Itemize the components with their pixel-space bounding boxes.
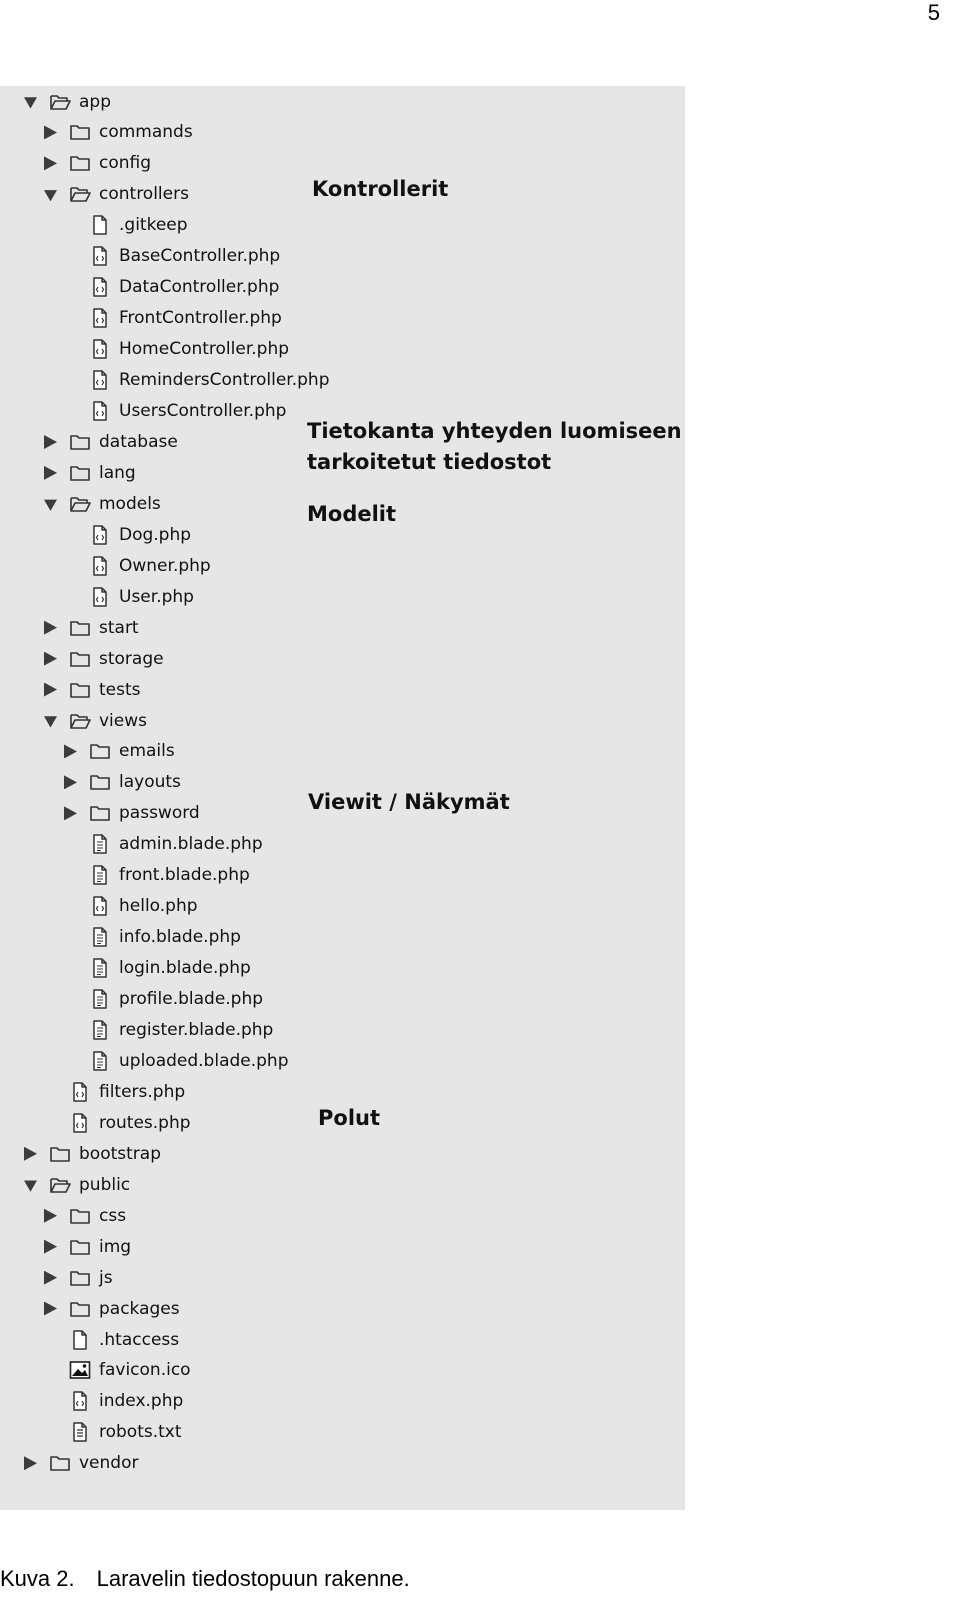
spacer	[44, 1394, 57, 1408]
folder-icon	[69, 1268, 91, 1288]
folder-icon	[49, 1453, 71, 1473]
tree-folder[interactable]	[0, 767, 181, 798]
tree-item-label: img	[99, 1236, 132, 1257]
spacer	[44, 1333, 57, 1347]
expand-arrow-down-icon[interactable]	[24, 95, 37, 109]
spacer	[44, 1085, 57, 1099]
tree-item-label: front.blade.php	[119, 865, 250, 886]
folder-open-icon	[49, 92, 71, 112]
spacer	[64, 1023, 77, 1037]
php-file-icon	[69, 1082, 91, 1102]
blade-file-icon	[89, 865, 111, 885]
spacer	[64, 280, 77, 294]
collapse-arrow-right-icon[interactable]	[44, 621, 57, 635]
tree-folder[interactable]	[0, 86, 111, 117]
file-icon	[69, 1330, 91, 1350]
tree-item-label: uploaded.blade.php	[119, 1050, 289, 1071]
php-file-icon	[89, 401, 111, 421]
tree-item-label: database	[99, 431, 178, 452]
tree-item-label: admin.blade.php	[119, 834, 263, 855]
caption-text: Laravelin tiedostopuun rakenne.	[96, 1566, 410, 1591]
tree-item-label: layouts	[119, 772, 181, 793]
text-file-icon	[69, 1422, 91, 1442]
folder-icon	[49, 1144, 71, 1164]
tree-folder[interactable]	[0, 643, 164, 674]
collapse-arrow-right-icon[interactable]	[24, 1147, 37, 1161]
page-number: 5	[927, 0, 940, 25]
spacer	[64, 868, 77, 882]
tree-item-label: password	[119, 803, 200, 824]
php-file-icon	[89, 339, 111, 359]
php-file-icon	[89, 587, 111, 607]
blade-file-icon	[89, 1051, 111, 1071]
expand-arrow-down-icon[interactable]	[44, 714, 57, 728]
tree-folder[interactable]	[0, 1169, 130, 1200]
tree-folder[interactable]	[0, 148, 151, 179]
spacer	[64, 837, 77, 851]
tree-folder[interactable]	[0, 1448, 138, 1479]
tree-item-label: UsersController.php	[119, 401, 287, 421]
tree-file[interactable]	[0, 891, 198, 922]
collapse-arrow-right-icon[interactable]	[44, 1209, 57, 1223]
tree-item-label: storage	[99, 648, 164, 669]
collapse-arrow-right-icon[interactable]	[44, 156, 57, 170]
figure-caption	[0, 1566, 410, 1592]
tree-folder[interactable]	[0, 1138, 161, 1169]
tree-file[interactable]	[0, 1045, 289, 1076]
caption-label: Kuva 2.	[0, 1566, 75, 1591]
folder-open-icon	[69, 494, 91, 514]
tree-file[interactable]	[0, 241, 280, 272]
tree-item-label: views	[99, 710, 148, 731]
tree-item-label: .gitkeep	[119, 215, 188, 236]
collapse-arrow-right-icon[interactable]	[44, 683, 57, 697]
tree-folder[interactable]	[0, 798, 200, 829]
expand-arrow-down-icon[interactable]	[44, 187, 57, 201]
tree-file[interactable]	[0, 334, 289, 365]
folder-icon	[89, 772, 111, 792]
tree-file[interactable]	[0, 1015, 273, 1046]
tree-item-label: bootstrap	[79, 1143, 161, 1164]
tree-item-label: hello.php	[119, 896, 198, 917]
folder-icon	[89, 803, 111, 823]
php-file-icon	[89, 246, 111, 266]
tree-item-label: models	[99, 493, 161, 514]
spacer	[64, 899, 77, 913]
spacer	[64, 1054, 77, 1068]
tree-file[interactable]	[0, 550, 211, 581]
tree-item-label: .htaccess	[99, 1329, 180, 1350]
collapse-arrow-right-icon[interactable]	[64, 806, 77, 820]
annotation-models: Modelit	[307, 502, 397, 526]
php-file-icon	[89, 556, 111, 576]
tree-file[interactable]	[0, 829, 263, 860]
tree-item-label: register.blade.php	[119, 1020, 274, 1040]
folder-icon	[69, 432, 91, 452]
folder-icon	[69, 1299, 91, 1319]
tree-item-label: config	[99, 153, 152, 174]
tree-folder[interactable]	[0, 612, 139, 643]
collapse-arrow-right-icon[interactable]	[44, 466, 57, 480]
tree-item-label: lang	[99, 462, 136, 483]
expand-arrow-down-icon[interactable]	[24, 1178, 37, 1192]
blade-file-icon	[89, 989, 111, 1009]
tree-file[interactable]	[0, 1107, 191, 1138]
php-file-icon	[89, 277, 111, 297]
annotation-routes: Polut	[318, 1106, 381, 1130]
tree-folder[interactable]	[0, 457, 136, 488]
folder-icon	[69, 618, 91, 638]
folder-icon	[69, 153, 91, 173]
tree-file[interactable]	[0, 365, 329, 396]
tree-file[interactable]	[0, 953, 251, 984]
tree-folder[interactable]	[0, 705, 147, 736]
collapse-arrow-right-icon[interactable]	[64, 775, 77, 789]
tree-item-label: js	[99, 1267, 113, 1288]
tree-item-label: DataController.php	[119, 277, 280, 298]
folder-icon	[69, 1237, 91, 1257]
tree-folder[interactable]	[0, 1200, 126, 1231]
spacer	[64, 404, 77, 418]
collapse-arrow-right-icon[interactable]	[44, 1271, 57, 1285]
tree-item-label: favicon.ico	[99, 1360, 191, 1381]
tree-file[interactable]	[0, 984, 263, 1015]
spacer	[64, 311, 77, 325]
php-file-icon	[89, 896, 111, 916]
php-file-icon	[89, 308, 111, 328]
tree-folder[interactable]	[0, 736, 175, 767]
tree-item-label: Dog.php	[119, 524, 192, 545]
tree-item-label: app	[79, 91, 111, 112]
tree-item-label: FrontController.php	[119, 308, 282, 329]
annotation-controllers: Kontrollerit	[312, 177, 449, 201]
tree-folder[interactable]	[0, 117, 193, 148]
tree-folder[interactable]	[0, 1262, 113, 1293]
folder-open-icon	[69, 711, 91, 731]
folder-icon	[69, 649, 91, 669]
tree-folder[interactable]	[0, 674, 141, 705]
tree-item-label: start	[99, 617, 139, 638]
annotation-database-line1: Tietokanta yhteyden luomiseen	[307, 419, 682, 443]
tree-item-label: profile.blade.php	[119, 989, 264, 1010]
tree-file[interactable]	[0, 1076, 185, 1107]
tree-item-label: public	[79, 1174, 131, 1195]
image-file-icon	[69, 1360, 91, 1380]
tree-folder[interactable]	[0, 426, 178, 457]
tree-item-label: robots.txt	[99, 1422, 182, 1443]
tree-file[interactable]	[0, 581, 194, 612]
blade-file-icon	[89, 834, 111, 854]
collapse-arrow-right-icon[interactable]	[24, 1456, 37, 1470]
tree-item-label: commands	[99, 122, 193, 143]
spacer	[64, 373, 77, 387]
tree-file[interactable]	[0, 1386, 183, 1417]
blade-file-icon	[89, 927, 111, 947]
tree-item-label: controllers	[99, 184, 189, 205]
folder-icon	[69, 1206, 91, 1226]
collapse-arrow-right-icon[interactable]	[44, 125, 57, 139]
tree-file[interactable]	[0, 303, 282, 334]
spacer	[64, 590, 77, 604]
spacer	[64, 559, 77, 573]
spacer	[44, 1425, 57, 1439]
tree-file[interactable]	[0, 519, 191, 550]
tree-file[interactable]	[0, 1324, 179, 1355]
tree-item-label: BaseController.php	[119, 246, 281, 267]
annotation-database-line2: tarkoitetut tiedostot	[307, 450, 552, 474]
folder-icon	[69, 122, 91, 142]
tree-item-label: RemindersController.php	[119, 370, 330, 391]
blade-file-icon	[89, 1020, 111, 1040]
collapse-arrow-right-icon[interactable]	[64, 744, 77, 758]
tree-file[interactable]	[0, 396, 286, 427]
spacer	[64, 930, 77, 944]
tree-item-label: css	[99, 1205, 127, 1226]
tree-folder[interactable]	[0, 179, 189, 210]
folder-icon	[69, 680, 91, 700]
collapse-arrow-right-icon[interactable]	[44, 652, 57, 666]
spacer	[64, 961, 77, 975]
blade-file-icon	[89, 958, 111, 978]
collapse-arrow-right-icon[interactable]	[44, 1240, 57, 1254]
file-icon	[89, 215, 111, 235]
spacer	[64, 218, 77, 232]
tree-file[interactable]	[0, 1355, 191, 1386]
tree-folder[interactable]	[0, 488, 161, 519]
tree-file[interactable]	[0, 272, 279, 303]
tree-item-label: filters.php	[99, 1081, 186, 1102]
php-file-icon	[89, 525, 111, 545]
tree-item-label: login.blade.php	[119, 958, 251, 979]
folder-open-icon	[49, 1175, 71, 1195]
tree-item-label: routes.php	[99, 1112, 191, 1133]
tree-file[interactable]	[0, 1417, 182, 1448]
tree-item-label: Owner.php	[119, 555, 211, 576]
tree-item-label: User.php	[119, 586, 194, 607]
tree-item-label: emails	[119, 741, 175, 762]
spacer	[44, 1116, 57, 1130]
collapse-arrow-right-icon[interactable]	[44, 1302, 57, 1316]
tree-item-label: packages	[99, 1298, 180, 1319]
expand-arrow-down-icon[interactable]	[44, 497, 57, 511]
tree-item-label: tests	[99, 679, 141, 700]
spacer	[44, 1363, 57, 1377]
tree-item-label: index.php	[99, 1391, 184, 1412]
spacer	[64, 342, 77, 356]
tree-file[interactable]	[0, 922, 241, 953]
tree-item-label: vendor	[79, 1453, 139, 1474]
spacer	[64, 249, 77, 263]
spacer	[64, 528, 77, 542]
tree-folder[interactable]	[0, 1293, 180, 1324]
folder-icon	[89, 741, 111, 761]
tree-file[interactable]	[0, 210, 188, 241]
collapse-arrow-right-icon[interactable]	[44, 435, 57, 449]
folder-icon	[69, 463, 91, 483]
folder-open-icon	[69, 184, 91, 204]
php-file-icon	[69, 1391, 91, 1411]
tree-folder[interactable]	[0, 1231, 131, 1262]
spacer	[64, 992, 77, 1006]
tree-item-label: HomeController.php	[119, 339, 290, 360]
annotation-views: Viewit / Näkymät	[308, 790, 510, 814]
tree-item-label: info.blade.php	[119, 927, 241, 948]
php-file-icon	[69, 1113, 91, 1133]
php-file-icon	[89, 370, 111, 390]
tree-file[interactable]	[0, 860, 250, 891]
